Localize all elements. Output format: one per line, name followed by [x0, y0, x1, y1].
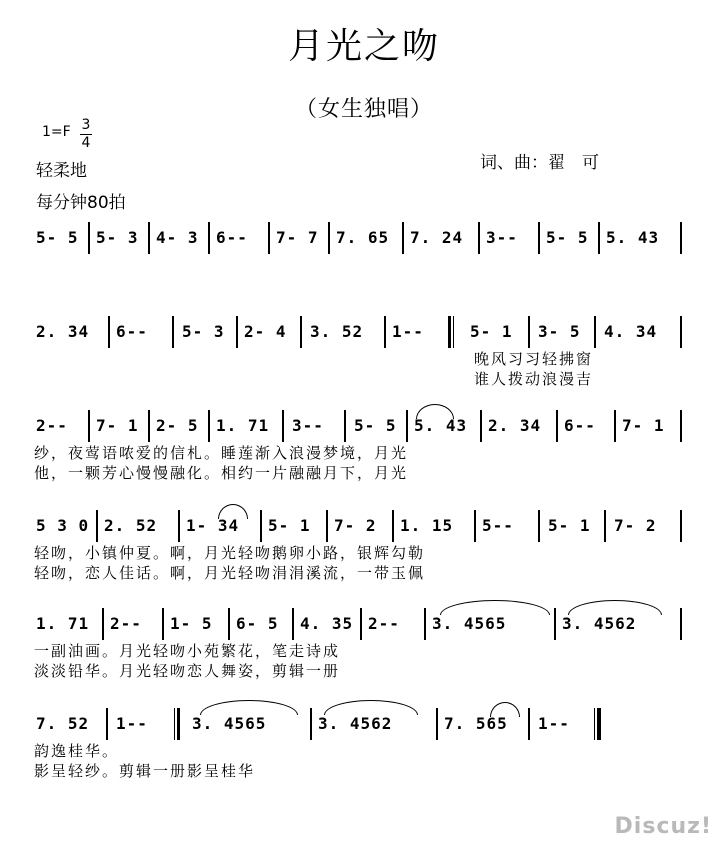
- slur: [324, 700, 418, 715]
- measure: 5- 1: [548, 516, 591, 535]
- bar-line: [528, 708, 530, 740]
- lyric-verse-1: 纱，夜莺语哝爱的信札。睡莲渐入浪漫梦境，月光: [34, 444, 409, 462]
- bar-line: [360, 608, 362, 640]
- lyric-verse-1: 轻吻，小镇仲夏。啊，月光轻吻鹅卵小路，银辉勾勒: [34, 544, 426, 562]
- credits: 词、曲：翟 可: [480, 153, 599, 173]
- bar-line: [554, 608, 556, 640]
- bar-line: [228, 608, 230, 640]
- measure: 5- 1: [268, 516, 311, 535]
- measure: 1. 71: [36, 614, 90, 633]
- bar-line: [406, 410, 408, 442]
- lyric-verse-1: 一副油画。月光轻吻小苑繁花，笔走诗成: [34, 642, 341, 660]
- time-signature: [80, 118, 92, 151]
- bar-line: [680, 510, 682, 542]
- bar-line: [310, 708, 312, 740]
- measure: 7. 24: [410, 228, 464, 247]
- lyric-verse-2: 他，一颗芳心慢慢融化。相约一片融融月下，月光: [34, 464, 409, 482]
- measure: 3. 52: [310, 322, 364, 341]
- lyric-verse-2: 淡淡铅华。月光轻吻恋人舞姿，剪辑一册: [34, 662, 341, 680]
- measure: 5- 5: [354, 416, 397, 435]
- key-signature: 1=F: [42, 124, 71, 140]
- measure: 3. 4565: [432, 614, 507, 633]
- bar-line: [268, 222, 270, 254]
- measure: 3--: [292, 416, 324, 435]
- bar-line: [680, 608, 682, 640]
- bar-line: [102, 608, 104, 640]
- bar-line: [178, 510, 180, 542]
- measure: 7- 1: [622, 416, 665, 435]
- repeat-end: [174, 708, 180, 740]
- music-line-2: [0, 316, 728, 388]
- measure: 2- 5: [156, 416, 199, 435]
- bar-line: [614, 410, 616, 442]
- bar-line: [328, 222, 330, 254]
- measure: 5- 5: [546, 228, 589, 247]
- song-title: 月光之吻: [287, 26, 440, 67]
- measure: 5. 43: [606, 228, 660, 247]
- bar-line: [598, 222, 600, 254]
- bar-line: [96, 510, 98, 542]
- measure: 3. 4562: [318, 714, 393, 733]
- music-line-3: [0, 410, 728, 482]
- measure: 6--: [116, 322, 148, 341]
- measure: 5- 5: [36, 228, 79, 247]
- measure: 1- 34: [186, 516, 240, 535]
- bar-line: [604, 510, 606, 542]
- measure: 6--: [216, 228, 248, 247]
- measure: 5--: [482, 516, 514, 535]
- measure: 1- 5: [170, 614, 213, 633]
- music-line-4: [0, 510, 728, 582]
- bar-line: [344, 410, 346, 442]
- measure: 2- 4: [244, 322, 287, 341]
- measure: 2. 34: [36, 322, 90, 341]
- bar-line: [88, 222, 90, 254]
- measure: 4- 3: [156, 228, 199, 247]
- measure: 2--: [110, 614, 142, 633]
- measure: 7. 565: [444, 714, 508, 733]
- lyric-verse-2: 影呈轻纱。剪辑一册影呈桂华: [34, 762, 256, 780]
- measure: 5- 3: [182, 322, 225, 341]
- music-line-5: [0, 608, 728, 680]
- measure: 3. 4562: [562, 614, 637, 633]
- slur: [440, 600, 550, 615]
- bar-line: [594, 316, 596, 348]
- lyric-verse-1: 韵逸桂华。: [34, 742, 120, 760]
- measure: 4. 35: [300, 614, 354, 633]
- bar-line: [106, 708, 108, 740]
- music-line-6: [0, 708, 728, 780]
- bar-line: [436, 708, 438, 740]
- measure: 7. 65: [336, 228, 390, 247]
- bar-line: [478, 222, 480, 254]
- measure: 5- 1: [470, 322, 513, 341]
- measure: 1--: [392, 322, 424, 341]
- lyric-verse-2: 轻吻，恋人佳话。啊，月光轻吻涓涓溪流，一带玉佩: [34, 564, 426, 582]
- measure: 1. 15: [400, 516, 454, 535]
- watermark: Discuz!: [614, 814, 712, 839]
- bar-line: [292, 608, 294, 640]
- bar-line: [208, 222, 210, 254]
- measure: 5- 3: [96, 228, 139, 247]
- measure: 2. 52: [104, 516, 158, 535]
- measure: 2. 34: [488, 416, 542, 435]
- bar-line: [148, 222, 150, 254]
- measure: 3--: [486, 228, 518, 247]
- bar-line: [528, 316, 530, 348]
- repeat-start: [448, 316, 454, 348]
- bar-line: [162, 608, 164, 640]
- music-line-1: [0, 222, 728, 262]
- bar-line: [326, 510, 328, 542]
- bar-line: [680, 410, 682, 442]
- bar-line: [538, 222, 540, 254]
- measure: 3. 4565: [192, 714, 267, 733]
- lyric-verse-2: 谁人拨动浪漫吉: [474, 370, 594, 388]
- tempo-marking: 轻柔地: [36, 161, 87, 181]
- measure: 6- 5: [236, 614, 279, 633]
- time-sig-bottom: 4: [81, 135, 91, 151]
- measure: 1--: [538, 714, 570, 733]
- bar-line: [424, 608, 426, 640]
- bar-line: [148, 410, 150, 442]
- measure: 6--: [564, 416, 596, 435]
- measure: 7- 2: [334, 516, 377, 535]
- bar-line: [384, 316, 386, 348]
- measure: 7- 1: [96, 416, 139, 435]
- bar-line: [88, 410, 90, 442]
- measure: 1. 71: [216, 416, 270, 435]
- bar-line: [172, 316, 174, 348]
- bar-line: [108, 316, 110, 348]
- bar-line: [680, 222, 682, 254]
- measure: 4. 34: [604, 322, 658, 341]
- slur: [200, 700, 298, 715]
- bar-line: [480, 410, 482, 442]
- lyric-verse-1: 晚风习习轻拂窗: [474, 350, 594, 368]
- measure: 1--: [116, 714, 148, 733]
- bar-line: [556, 410, 558, 442]
- slur: [568, 600, 662, 615]
- measure: 7- 7: [276, 228, 319, 247]
- bar-line: [402, 222, 404, 254]
- bar-line: [300, 316, 302, 348]
- song-subtitle: （女生独唱）: [294, 97, 433, 122]
- bar-line: [680, 316, 682, 348]
- bar-line: [260, 510, 262, 542]
- measure: 5. 43: [414, 416, 468, 435]
- bar-line: [208, 410, 210, 442]
- bar-line: [392, 510, 394, 542]
- bar-line: [282, 410, 284, 442]
- final-bar: [594, 708, 601, 740]
- bar-line: [236, 316, 238, 348]
- measure: 2--: [36, 416, 68, 435]
- measure: 2--: [368, 614, 400, 633]
- bar-line: [538, 510, 540, 542]
- time-sig-top: 3: [81, 117, 91, 133]
- measure: 5 3 0: [36, 516, 90, 535]
- measure: 7- 2: [614, 516, 657, 535]
- measure: 3- 5: [538, 322, 581, 341]
- tempo-bpm: 每分钟80拍: [36, 193, 126, 213]
- measure: 7. 52: [36, 714, 90, 733]
- bar-line: [474, 510, 476, 542]
